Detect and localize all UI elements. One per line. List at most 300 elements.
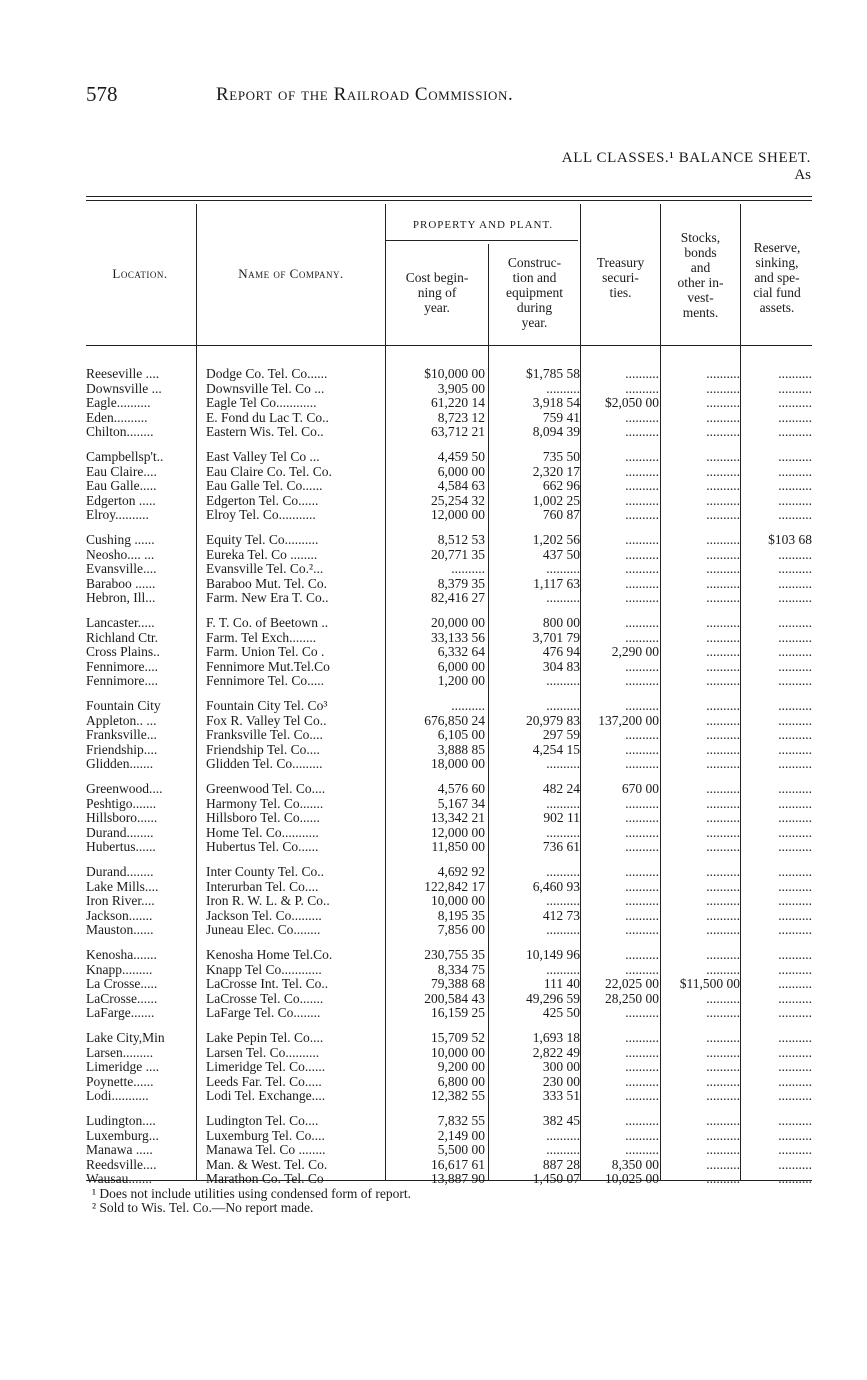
stocks-cell: .......... [706,756,740,772]
table-row [86,1088,812,1103]
cost-cell: 230,755 35 [424,947,485,962]
stocks-cell: .......... [706,478,740,494]
reserve-cell: .......... [778,795,812,811]
stocks-cell: .......... [706,1059,740,1075]
table-row [86,366,812,381]
construction-cell: 902 11 [543,810,580,826]
cost-cell: 12,000 00 [431,824,485,840]
construction-cell: 759 41 [542,409,580,425]
cost-cell: 11,850 00 [431,839,485,855]
cost-cell: 8,195 35 [437,907,485,923]
stocks-cell: .......... [706,907,740,923]
stocks-cell: .......... [706,893,740,909]
construction-cell: .......... [546,795,580,811]
table-row [86,991,812,1006]
location-cell: Durand........ [86,824,154,840]
cost-cell: 20,771 35 [431,546,485,562]
construction-cell: 735 50 [542,449,580,464]
stocks-cell: .......... [706,629,740,645]
construction-cell: 8,094 39 [532,424,580,440]
treasury-cell: 670 00 [621,781,659,796]
treasury-cell: .......... [625,590,659,606]
location-cell: Ludington.... [86,1113,156,1128]
reserve-cell: .......... [778,976,812,992]
construction-cell: 3,918 54 [532,395,580,411]
company-cell: Eagle Tel Co............ [206,395,317,411]
stocks-cell: .......... [706,463,740,479]
company-cell: Larsen Tel. Co.......... [206,1044,320,1060]
stocks-cell: .......... [706,795,740,811]
reserve-cell: .......... [778,961,812,977]
cost-cell: 2,149 00 [437,1127,485,1143]
company-cell: Limeridge Tel. Co...... [206,1059,326,1075]
header-line: year. [521,315,548,330]
header-line: tion and [512,270,557,285]
company-cell: Franksville Tel. Co.... [206,727,323,743]
location-cell: Richland Ctr. [86,629,158,645]
construction-cell: 49,296 59 [526,990,580,1006]
location-cell: Poynette...... [86,1073,154,1089]
cost-cell: 6,332 64 [437,644,485,660]
company-cell: Baraboo Mut. Tel. Co. [206,575,328,591]
location-cell: Edgerton ..... [86,492,156,508]
treasury-cell: .......... [625,380,659,396]
reserve-cell: .......... [778,893,812,909]
location-cell: Lake City,Min [86,1030,165,1045]
stocks-cell: .......... [706,575,740,591]
company-cell: Manawa Tel. Co ........ [206,1142,326,1158]
table-row [86,381,812,396]
table-row [86,1113,812,1128]
reserve-cell: .......... [778,561,812,577]
location-cell: Downsville ... [86,380,162,396]
header-reserve [741,240,813,315]
construction-cell: 425 50 [542,1005,580,1021]
reserve-cell: .......... [778,922,812,938]
header-line: ning of [417,285,457,300]
construction-cell: 760 87 [542,507,580,523]
construction-cell: .......... [546,698,580,713]
stocks-cell: .......... [706,1088,740,1104]
treasury-cell: .......... [625,961,659,977]
cost-cell: 9,200 00 [437,1059,485,1075]
header-line: ties. [609,285,632,300]
location-cell: Cushing ...... [86,532,155,547]
treasury-cell: .......... [625,463,659,479]
treasury-cell: .......... [625,810,659,826]
stocks-cell: .......... [706,810,740,826]
cost-cell: 12,382 55 [431,1088,485,1104]
treasury-cell: .......... [625,449,659,464]
stocks-cell: .......... [706,1005,740,1021]
cost-cell: 4,459 50 [437,449,485,464]
company-cell: Marathon Co. Tel. Co [206,1171,324,1187]
stocks-cell: .......... [706,590,740,606]
table-row [86,1171,812,1186]
header-line: Cost begin- [405,270,469,285]
treasury-cell: .......... [625,795,659,811]
reserve-cell: .......... [778,864,812,879]
treasury-cell: .......... [625,1005,659,1021]
stocks-cell: .......... [706,1044,740,1060]
construction-cell: 304 83 [542,658,580,674]
reserve-cell: .......... [778,1005,812,1021]
company-cell: Lake Pepin Tel. Co.... [206,1030,324,1045]
header-line: Construc- [507,255,562,270]
company-cell: Harmony Tel. Co....... [206,795,324,811]
stocks-cell: .......... [706,366,740,381]
continuation-heading: As [794,167,811,183]
location-cell: Hebron, Ill... [86,590,156,606]
company-cell: Dodge Co. Tel. Co...... [206,366,328,381]
stocks-cell: .......... [706,1171,740,1187]
location-cell: Appleton.. ... [86,712,157,728]
header-cost [386,270,488,315]
treasury-cell: .......... [625,478,659,494]
construction-cell: .......... [546,1142,580,1158]
company-cell: Home Tel. Co........... [206,824,319,840]
table-row [86,493,812,508]
table-row [86,644,812,659]
treasury-cell: .......... [625,1113,659,1128]
company-cell: Juneau Elec. Co........ [206,922,321,938]
construction-cell: .......... [546,824,580,840]
treasury-cell: .......... [625,922,659,938]
stocks-cell: .......... [706,781,740,796]
company-cell: Kenosha Home Tel.Co. [206,947,333,962]
location-cell: Hubertus...... [86,839,156,855]
table-row [86,659,812,674]
cost-cell: 10,000 00 [431,893,485,909]
header-line: and spe- [754,270,800,285]
table-row [86,825,812,840]
table-row [86,478,812,493]
table-row [86,908,812,923]
stocks-cell: $11,500 00 [679,976,740,992]
cost-cell: 25,254 32 [431,492,485,508]
company-cell: Equity Tel. Co.......... [206,532,319,547]
header-line: year. [424,300,450,315]
treasury-cell: .......... [625,1142,659,1158]
table-row [86,424,812,439]
stocks-cell: .......... [706,658,740,674]
construction-cell: 4,254 15 [532,741,580,757]
reserve-cell: .......... [778,1044,812,1060]
treasury-cell: .......... [625,492,659,508]
reserve-cell: .......... [778,1088,812,1104]
company-cell: Glidden Tel. Co......... [206,756,323,772]
construction-cell: .......... [546,590,580,606]
company-cell: Farm. Tel Exch........ [206,629,317,645]
location-cell: Eagle.......... [86,395,151,411]
table-row [86,879,812,894]
table-row [86,590,812,605]
stocks-cell: .......... [706,727,740,743]
location-cell: Eau Claire.... [86,463,157,479]
construction-cell: 1,450 07 [532,1171,580,1187]
table-row [86,742,812,757]
reserve-cell: .......... [778,380,812,396]
cost-cell: $10,000 00 [424,366,485,381]
stocks-cell: .......... [706,839,740,855]
construction-cell: 382 45 [542,1113,580,1128]
construction-cell: .......... [546,1127,580,1143]
cost-cell: 4,692 92 [437,864,485,879]
location-cell: Wausau....... [86,1171,153,1187]
table-top-rule-2 [86,200,812,201]
footnote-1: ¹ Does not include utilities using condensed form of report. [92,1186,411,1201]
construction-cell: .......... [546,961,580,977]
treasury-cell: .......... [625,409,659,425]
treasury-cell: .......... [625,424,659,440]
treasury-cell: .......... [625,756,659,772]
location-cell: Glidden....... [86,756,154,772]
location-cell: Campbellsp't.. [86,449,164,464]
treasury-cell: .......... [625,673,659,689]
company-cell: Greenwood Tel. Co.... [206,781,326,796]
stocks-cell: .......... [706,698,740,713]
table-row [86,464,812,479]
classification-heading: ALL CLASSES.¹ BALANCE SHEET. [561,150,811,166]
company-cell: Iron R. W. L. & P. Co.. [206,893,330,909]
company-cell: LaCrosse Tel. Co....... [206,990,324,1006]
location-cell: Elroy.......... [86,507,149,523]
stocks-cell: .......... [706,1142,740,1158]
company-cell: Eureka Tel. Co ........ [206,546,318,562]
construction-cell: 1,202 56 [532,532,580,547]
reserve-cell: .......... [778,810,812,826]
table-row [86,615,812,630]
construction-cell: .......... [546,864,580,879]
location-cell: Eden.......... [86,409,148,425]
construction-cell: 3,701 79 [532,629,580,645]
cost-cell: 5,500 00 [437,1142,485,1158]
treasury-cell: .......... [625,507,659,523]
stocks-cell: .......... [706,947,740,962]
stocks-cell: .......... [706,424,740,440]
construction-cell: 437 50 [542,546,580,562]
construction-cell: .......... [546,380,580,396]
stocks-cell: .......... [706,824,740,840]
stocks-cell: .......... [706,380,740,396]
location-cell: Kenosha....... [86,947,157,962]
stocks-cell: .......... [706,561,740,577]
company-cell: Friendship Tel. Co.... [206,741,320,757]
table-row [86,976,812,991]
location-cell: Manawa ..... [86,1142,153,1158]
construction-cell: .......... [546,561,580,577]
reserve-cell: .......... [778,478,812,494]
cost-cell: 13,342 21 [431,810,485,826]
page-title: Report of the Railroad Commission. [216,84,514,105]
reserve-cell: .......... [778,698,812,713]
cost-cell: 6,000 00 [437,463,485,479]
reserve-cell: .......... [778,658,812,674]
location-cell: Cross Plains.. [86,644,160,660]
treasury-cell: .......... [625,532,659,547]
company-cell: Downsville Tel. Co ... [206,380,325,396]
reserve-cell: .......... [778,1073,812,1089]
reserve-cell: .......... [778,1142,812,1158]
construction-cell: 1,002 25 [532,492,580,508]
location-cell: Durand........ [86,864,154,879]
company-cell: Hillsboro Tel. Co...... [206,810,320,826]
treasury-cell: .......... [625,1044,659,1060]
cost-cell: 676,850 24 [424,712,485,728]
cost-cell: 7,856 00 [437,922,485,938]
table-row [86,507,812,522]
reserve-cell: .......... [778,727,812,743]
construction-cell: 10,149 96 [526,947,580,962]
reserve-cell: .......... [778,590,812,606]
company-cell: Eau Galle Tel. Co...... [206,478,323,494]
treasury-cell: .......... [625,615,659,630]
location-cell: Luxemburg... [86,1127,159,1143]
company-cell: East Valley Tel Co ... [206,449,320,464]
header-property-group: PROPERTY AND PLANT. [412,219,554,231]
company-cell: Jackson Tel. Co......... [206,907,322,923]
table-row [86,561,812,576]
construction-cell: 412 73 [542,907,580,923]
company-cell: Farm. Union Tel. Co . [206,644,325,660]
treasury-cell: 10,025 00 [605,1171,659,1187]
location-cell: Peshtigo....... [86,795,157,811]
treasury-cell: .......... [625,893,659,909]
construction-cell: .......... [546,922,580,938]
table-row [86,1142,812,1157]
company-cell: Luxemburg Tel. Co.... [206,1127,325,1143]
cost-cell: 63,712 21 [431,424,485,440]
treasury-cell: .......... [625,561,659,577]
construction-cell: .......... [546,673,580,689]
stocks-cell: .......... [706,492,740,508]
stocks-cell: .......... [706,878,740,894]
location-cell: Iron River.... [86,893,155,909]
cost-cell: 13,887 90 [431,1171,485,1187]
location-cell: Franksville... [86,727,157,743]
header-line: vest- [687,290,714,305]
table-row [86,864,812,879]
header-company: Name of Company. [238,266,344,281]
table-row [86,1157,812,1172]
treasury-cell: .......... [625,629,659,645]
construction-cell: 111 40 [543,976,580,992]
header-line: equipment [506,285,563,300]
treasury-cell: .......... [625,864,659,879]
treasury-cell: .......... [625,546,659,562]
cost-cell: 5,167 34 [437,795,485,811]
company-cell: F. T. Co. of Beetown .. [206,615,329,630]
table-row [86,1030,812,1045]
treasury-cell: $2,050 00 [605,395,659,411]
cost-cell: .......... [451,561,485,577]
construction-cell: 2,320 17 [532,463,580,479]
stocks-cell: .......... [706,644,740,660]
property-group-rule [386,240,578,241]
table-row [86,947,812,962]
cost-cell: 18,000 00 [431,756,485,772]
stocks-cell: .......... [706,546,740,562]
reserve-cell: .......... [778,424,812,440]
stocks-cell: .......... [706,922,740,938]
location-cell: Fountain City [86,698,161,713]
construction-cell: .......... [546,893,580,909]
reserve-cell: .......... [778,673,812,689]
cost-cell: .......... [451,698,485,713]
header-line: cial fund [753,285,801,300]
location-cell: Fennimore.... [86,658,158,674]
treasury-cell: 22,025 00 [605,976,659,992]
construction-cell: 800 00 [542,615,580,630]
construction-cell: 736 61 [542,839,580,855]
reserve-cell: .......... [778,824,812,840]
table-row [86,576,812,591]
table-row [86,781,812,796]
treasury-cell: .......... [625,698,659,713]
table-row [86,698,812,713]
company-cell: Eastern Wis. Tel. Co.. [206,424,324,440]
location-cell: LaCrosse...... [86,990,158,1006]
table-row [86,1074,812,1089]
reserve-cell: .......... [778,947,812,962]
header-location: Location. [112,266,168,281]
location-cell: Lancaster..... [86,615,155,630]
header-line: Treasury [596,255,645,270]
stocks-cell: .......... [706,507,740,523]
construction-cell: 482 24 [542,781,580,796]
location-cell: Reedsville.... [86,1156,157,1172]
cost-cell: 6,000 00 [437,658,485,674]
table-row [86,810,812,825]
stocks-cell: .......... [706,1113,740,1128]
cost-cell: 33,133 56 [431,629,485,645]
reserve-cell: .......... [778,1059,812,1075]
treasury-cell: .......... [625,727,659,743]
reserve-cell: .......... [778,907,812,923]
company-cell: LaFarge Tel. Co........ [206,1005,321,1021]
reserve-cell: .......... [778,1171,812,1187]
stocks-cell: .......... [706,961,740,977]
treasury-cell: .......... [625,907,659,923]
header-treasury [581,255,660,300]
location-cell: Neosho.... ... [86,546,155,562]
table-row [86,922,812,937]
header-bottom-rule [86,345,812,346]
cost-cell: 3,905 00 [437,380,485,396]
location-cell: Reeseville .... [86,366,160,381]
table-row [86,962,812,977]
cost-cell: 82,416 27 [431,590,485,606]
construction-cell: 230 00 [542,1073,580,1089]
table-row [86,713,812,728]
treasury-cell: .......... [625,575,659,591]
table-row [86,893,812,908]
construction-cell: 476 94 [542,644,580,660]
construction-cell: $1,785 58 [526,366,580,381]
cost-cell: 6,105 00 [437,727,485,743]
location-cell: Jackson....... [86,907,153,923]
reserve-cell: .......... [778,990,812,1006]
location-cell: La Crosse..... [86,976,158,992]
table-row [86,1059,812,1074]
location-cell: Larsen......... [86,1044,154,1060]
location-cell: Friendship.... [86,741,158,757]
location-cell: Knapp......... [86,961,153,977]
treasury-cell: .......... [625,1030,659,1045]
location-cell: Hillsboro...... [86,810,158,826]
treasury-cell: .......... [625,1127,659,1143]
location-cell: Chilton........ [86,424,154,440]
